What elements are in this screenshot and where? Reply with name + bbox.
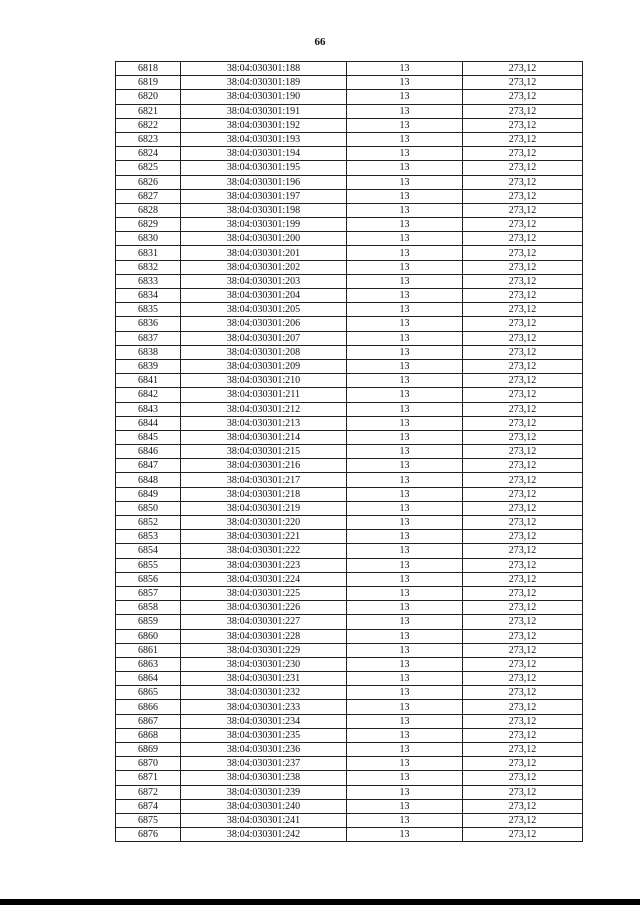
cadastral-number-cell: 38:04:030301:217 [181,473,347,487]
table-row [116,459,583,473]
row-number-cell: 6853 [116,530,181,544]
cadastral-number-cell: 38:04:030301:208 [181,345,347,359]
table-row [116,657,583,671]
area-cell: 13 [347,402,463,416]
cadastral-number-cell: 38:04:030301:234 [181,714,347,728]
value-cell: 273,12 [463,132,583,146]
cadastral-number-cell: 38:04:030301:201 [181,246,347,260]
area-cell: 13 [347,175,463,189]
row-number-cell: 6829 [116,218,181,232]
cadastral-number-cell: 38:04:030301:197 [181,189,347,203]
cadastral-number-cell: 38:04:030301:232 [181,686,347,700]
value-cell: 273,12 [463,601,583,615]
area-cell: 13 [347,672,463,686]
cadastral-number-cell: 38:04:030301:215 [181,445,347,459]
value-cell: 273,12 [463,686,583,700]
area-cell: 13 [347,388,463,402]
value-cell: 273,12 [463,643,583,657]
table-row [116,601,583,615]
cadastral-number-cell: 38:04:030301:230 [181,657,347,671]
area-cell: 13 [347,303,463,317]
area-cell: 13 [347,62,463,76]
value-cell: 273,12 [463,218,583,232]
table-row [116,147,583,161]
table-row [116,473,583,487]
table-row [116,118,583,132]
cadastral-number-cell: 38:04:030301:189 [181,76,347,90]
row-number-cell: 6857 [116,586,181,600]
cadastral-number-cell: 38:04:030301:224 [181,572,347,586]
row-number-cell: 6819 [116,76,181,90]
row-number-cell: 6870 [116,757,181,771]
table-row [116,374,583,388]
area-cell: 13 [347,657,463,671]
value-cell: 273,12 [463,615,583,629]
row-number-cell: 6833 [116,274,181,288]
value-cell: 273,12 [463,672,583,686]
cadastral-number-cell: 38:04:030301:209 [181,359,347,373]
area-cell: 13 [347,274,463,288]
row-number-cell: 6869 [116,743,181,757]
row-number-cell: 6864 [116,672,181,686]
table-row [116,799,583,813]
row-number-cell: 6868 [116,728,181,742]
cadastral-number-cell: 38:04:030301:188 [181,62,347,76]
value-cell: 273,12 [463,629,583,643]
row-number-cell: 6838 [116,345,181,359]
area-cell: 13 [347,686,463,700]
cadastral-number-cell: 38:04:030301:205 [181,303,347,317]
table-row [116,218,583,232]
row-number-cell: 6836 [116,317,181,331]
cadastral-number-cell: 38:04:030301:229 [181,643,347,657]
table-row [116,331,583,345]
row-number-cell: 6859 [116,615,181,629]
cadastral-number-cell: 38:04:030301:202 [181,260,347,274]
row-number-cell: 6867 [116,714,181,728]
cadastral-number-cell: 38:04:030301:207 [181,331,347,345]
area-cell: 13 [347,345,463,359]
row-number-cell: 6863 [116,657,181,671]
row-number-cell: 6854 [116,544,181,558]
cadastral-number-cell: 38:04:030301:241 [181,813,347,827]
table-row [116,416,583,430]
row-number-cell: 6871 [116,771,181,785]
cadastral-number-cell: 38:04:030301:198 [181,203,347,217]
cadastral-number-cell: 38:04:030301:236 [181,743,347,757]
area-cell: 13 [347,615,463,629]
table-row [116,700,583,714]
area-cell: 13 [347,728,463,742]
table-row [116,728,583,742]
parcel-register-table [115,61,583,842]
value-cell: 273,12 [463,487,583,501]
row-number-cell: 6825 [116,161,181,175]
cadastral-number-cell: 38:04:030301:218 [181,487,347,501]
value-cell: 273,12 [463,402,583,416]
area-cell: 13 [347,799,463,813]
row-number-cell: 6858 [116,601,181,615]
value-cell: 273,12 [463,714,583,728]
value-cell: 273,12 [463,558,583,572]
value-cell: 273,12 [463,104,583,118]
row-number-cell: 6846 [116,445,181,459]
row-number-cell: 6834 [116,289,181,303]
table-row [116,828,583,842]
table-row [116,289,583,303]
table-row [116,516,583,530]
cadastral-number-cell: 38:04:030301:223 [181,558,347,572]
area-cell: 13 [347,558,463,572]
cadastral-number-cell: 38:04:030301:225 [181,586,347,600]
area-cell: 13 [347,260,463,274]
row-number-cell: 6847 [116,459,181,473]
cadastral-number-cell: 38:04:030301:196 [181,175,347,189]
value-cell: 273,12 [463,359,583,373]
cadastral-number-cell: 38:04:030301:212 [181,402,347,416]
row-number-cell: 6849 [116,487,181,501]
table-row [116,686,583,700]
area-cell: 13 [347,757,463,771]
table-row [116,62,583,76]
cadastral-number-cell: 38:04:030301:238 [181,771,347,785]
row-number-cell: 6861 [116,643,181,657]
value-cell: 273,12 [463,161,583,175]
area-cell: 13 [347,771,463,785]
table-row [116,246,583,260]
value-cell: 273,12 [463,544,583,558]
cadastral-number-cell: 38:04:030301:193 [181,132,347,146]
table-row [116,317,583,331]
table-row [116,743,583,757]
value-cell: 273,12 [463,147,583,161]
area-cell: 13 [347,147,463,161]
value-cell: 273,12 [463,274,583,288]
area-cell: 13 [347,643,463,657]
value-cell: 273,12 [463,232,583,246]
table-row [116,586,583,600]
area-cell: 13 [347,132,463,146]
area-cell: 13 [347,459,463,473]
area-cell: 13 [347,813,463,827]
cadastral-number-cell: 38:04:030301:210 [181,374,347,388]
cadastral-number-cell: 38:04:030301:216 [181,459,347,473]
table-row [116,530,583,544]
value-cell: 273,12 [463,189,583,203]
area-cell: 13 [347,359,463,373]
area-cell: 13 [347,246,463,260]
table-row [116,771,583,785]
table-row [116,104,583,118]
table-row [116,757,583,771]
row-number-cell: 6848 [116,473,181,487]
cadastral-number-cell: 38:04:030301:222 [181,544,347,558]
value-cell: 273,12 [463,331,583,345]
table-row [116,303,583,317]
row-number-cell: 6842 [116,388,181,402]
area-cell: 13 [347,118,463,132]
value-cell: 273,12 [463,473,583,487]
table-row [116,161,583,175]
area-cell: 13 [347,189,463,203]
row-number-cell: 6835 [116,303,181,317]
area-cell: 13 [347,430,463,444]
table-row [116,544,583,558]
cadastral-number-cell: 38:04:030301:235 [181,728,347,742]
area-cell: 13 [347,700,463,714]
value-cell: 273,12 [463,345,583,359]
value-cell: 273,12 [463,388,583,402]
value-cell: 273,12 [463,62,583,76]
area-cell: 13 [347,76,463,90]
area-cell: 13 [347,530,463,544]
cadastral-number-cell: 38:04:030301:233 [181,700,347,714]
table-row [116,558,583,572]
table-row [116,402,583,416]
cadastral-number-cell: 38:04:030301:237 [181,757,347,771]
cadastral-number-cell: 38:04:030301:213 [181,416,347,430]
area-cell: 13 [347,416,463,430]
value-cell: 273,12 [463,374,583,388]
row-number-cell: 6822 [116,118,181,132]
table-row [116,359,583,373]
value-cell: 273,12 [463,459,583,473]
table-row [116,175,583,189]
value-cell: 273,12 [463,430,583,444]
value-cell: 273,12 [463,586,583,600]
table-row [116,232,583,246]
table-row [116,714,583,728]
register-body [116,62,583,842]
cadastral-number-cell: 38:04:030301:214 [181,430,347,444]
cadastral-number-cell: 38:04:030301:239 [181,785,347,799]
table-row [116,672,583,686]
value-cell: 273,12 [463,118,583,132]
area-cell: 13 [347,516,463,530]
area-cell: 13 [347,743,463,757]
row-number-cell: 6845 [116,430,181,444]
area-cell: 13 [347,218,463,232]
row-number-cell: 6856 [116,572,181,586]
table-row [116,345,583,359]
value-cell: 273,12 [463,728,583,742]
value-cell: 273,12 [463,657,583,671]
value-cell: 273,12 [463,572,583,586]
value-cell: 273,12 [463,771,583,785]
value-cell: 273,12 [463,416,583,430]
row-number-cell: 6875 [116,813,181,827]
row-number-cell: 6860 [116,629,181,643]
table-row [116,203,583,217]
row-number-cell: 6832 [116,260,181,274]
value-cell: 273,12 [463,516,583,530]
cadastral-number-cell: 38:04:030301:200 [181,232,347,246]
cadastral-number-cell: 38:04:030301:228 [181,629,347,643]
row-number-cell: 6852 [116,516,181,530]
row-number-cell: 6843 [116,402,181,416]
value-cell: 273,12 [463,289,583,303]
row-number-cell: 6841 [116,374,181,388]
row-number-cell: 6839 [116,359,181,373]
area-cell: 13 [347,714,463,728]
row-number-cell: 6823 [116,132,181,146]
area-cell: 13 [347,601,463,615]
row-number-cell: 6850 [116,501,181,515]
area-cell: 13 [347,572,463,586]
cadastral-number-cell: 38:04:030301:206 [181,317,347,331]
row-number-cell: 6837 [116,331,181,345]
table-row [116,785,583,799]
row-number-cell: 6821 [116,104,181,118]
row-number-cell: 6876 [116,828,181,842]
value-cell: 273,12 [463,530,583,544]
area-cell: 13 [347,90,463,104]
value-cell: 273,12 [463,501,583,515]
area-cell: 13 [347,501,463,515]
page-number: 66 [314,36,326,48]
row-number-cell: 6844 [116,416,181,430]
cadastral-number-cell: 38:04:030301:204 [181,289,347,303]
row-number-cell: 6865 [116,686,181,700]
area-cell: 13 [347,161,463,175]
cadastral-number-cell: 38:04:030301:242 [181,828,347,842]
row-number-cell: 6830 [116,232,181,246]
area-cell: 13 [347,487,463,501]
row-number-cell: 6866 [116,700,181,714]
value-cell: 273,12 [463,76,583,90]
cadastral-number-cell: 38:04:030301:221 [181,530,347,544]
table-row [116,90,583,104]
cadastral-number-cell: 38:04:030301:195 [181,161,347,175]
table-row [116,274,583,288]
value-cell: 273,12 [463,303,583,317]
area-cell: 13 [347,317,463,331]
area-cell: 13 [347,374,463,388]
cadastral-number-cell: 38:04:030301:211 [181,388,347,402]
table-row [116,643,583,657]
table-row [116,76,583,90]
row-number-cell: 6855 [116,558,181,572]
area-cell: 13 [347,785,463,799]
table-row [116,189,583,203]
table-row [116,487,583,501]
table-row [116,132,583,146]
value-cell: 273,12 [463,828,583,842]
area-cell: 13 [347,629,463,643]
cadastral-number-cell: 38:04:030301:220 [181,516,347,530]
value-cell: 273,12 [463,785,583,799]
cadastral-number-cell: 38:04:030301:240 [181,799,347,813]
row-number-cell: 6826 [116,175,181,189]
value-cell: 273,12 [463,246,583,260]
row-number-cell: 6828 [116,203,181,217]
table-row [116,388,583,402]
value-cell: 273,12 [463,799,583,813]
row-number-cell: 6831 [116,246,181,260]
cadastral-number-cell: 38:04:030301:227 [181,615,347,629]
value-cell: 273,12 [463,445,583,459]
row-number-cell: 6874 [116,799,181,813]
cadastral-number-cell: 38:04:030301:231 [181,672,347,686]
scan-bottom-edge [0,899,640,905]
table-row [116,572,583,586]
value-cell: 273,12 [463,260,583,274]
value-cell: 273,12 [463,90,583,104]
area-cell: 13 [347,289,463,303]
cadastral-number-cell: 38:04:030301:199 [181,218,347,232]
row-number-cell: 6872 [116,785,181,799]
area-cell: 13 [347,828,463,842]
value-cell: 273,12 [463,743,583,757]
table-row [116,615,583,629]
cadastral-number-cell: 38:04:030301:192 [181,118,347,132]
area-cell: 13 [347,445,463,459]
table-row [116,430,583,444]
area-cell: 13 [347,473,463,487]
value-cell: 273,12 [463,757,583,771]
area-cell: 13 [347,586,463,600]
cadastral-number-cell: 38:04:030301:191 [181,104,347,118]
cadastral-number-cell: 38:04:030301:190 [181,90,347,104]
table-row [116,501,583,515]
value-cell: 273,12 [463,317,583,331]
area-cell: 13 [347,232,463,246]
table-row [116,629,583,643]
row-number-cell: 6827 [116,189,181,203]
value-cell: 273,12 [463,700,583,714]
cadastral-number-cell: 38:04:030301:203 [181,274,347,288]
table-row [116,813,583,827]
area-cell: 13 [347,203,463,217]
row-number-cell: 6824 [116,147,181,161]
area-cell: 13 [347,544,463,558]
value-cell: 273,12 [463,175,583,189]
row-number-cell: 6820 [116,90,181,104]
cadastral-number-cell: 38:04:030301:194 [181,147,347,161]
table-row [116,260,583,274]
value-cell: 273,12 [463,203,583,217]
area-cell: 13 [347,104,463,118]
cadastral-number-cell: 38:04:030301:226 [181,601,347,615]
value-cell: 273,12 [463,813,583,827]
row-number-cell: 6818 [116,62,181,76]
area-cell: 13 [347,331,463,345]
cadastral-number-cell: 38:04:030301:219 [181,501,347,515]
table-row [116,445,583,459]
